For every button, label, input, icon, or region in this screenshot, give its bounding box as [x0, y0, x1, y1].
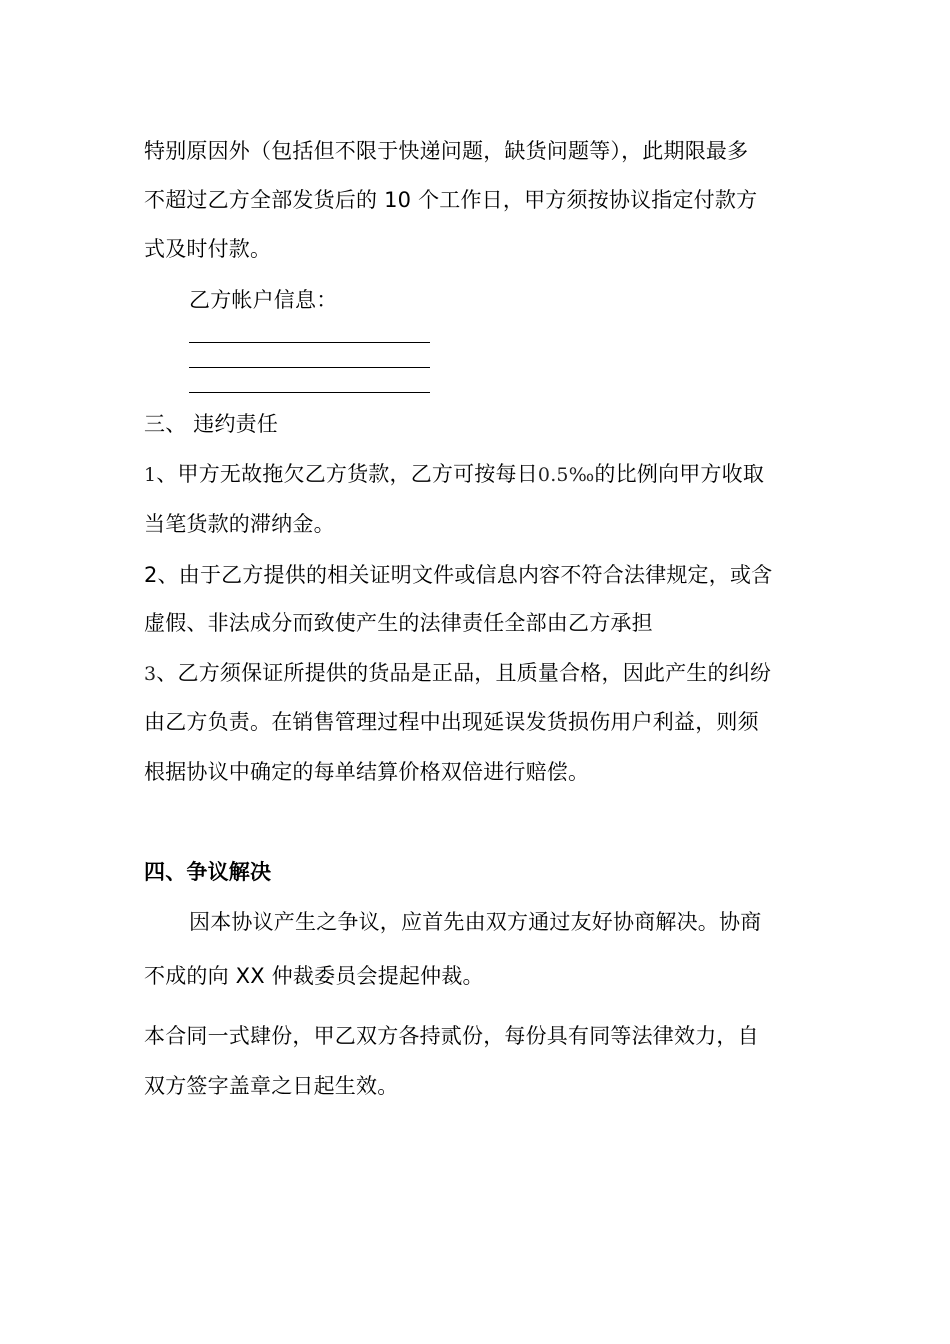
breach-item-3-line-2: 由乙方负责。在销售管理过程中出现延误发货损伤用户利益，则须 [144, 710, 759, 734]
dispute-para-line-1: 因本协议产生之争议，应首先由双方通过友好协商解决。协商 [189, 910, 762, 934]
breach-item-2-line-2: 虚假、非法成分而致使产生的法律责任全部由乙方承担 [144, 611, 653, 635]
breach-item-1-number: 1 [144, 464, 157, 486]
section-4-heading: 四、争议解决 [144, 860, 272, 884]
account-blank-line-1 [189, 342, 430, 343]
breach-item-2-line-1: 2、由于乙方提供的相关证明文件或信息内容不符合法律规定，或含 [144, 563, 773, 587]
account-blank-line-2 [189, 367, 430, 368]
account-info-label: 乙方帐户信息： [189, 288, 338, 312]
breach-item-1-text-b: 的比例向甲方收取 [594, 462, 765, 486]
late-fee-rate: 0.5‰ [537, 464, 595, 486]
payment-line-3: 式及时付款。 [144, 237, 272, 261]
breach-item-3-line-1 [144, 659, 771, 688]
breach-item-1-line-2: 当笔货款的滞纳金。 [144, 512, 335, 536]
account-blank-line-3 [189, 392, 430, 393]
breach-item-3-line-3: 根据协议中确定的每单结算价格双倍进行赔偿。 [144, 760, 590, 784]
section-3-heading: 三、 违约责任 [144, 412, 279, 436]
breach-item-1 [144, 460, 764, 489]
breach-item-1-text-a: 、甲方无故拖欠乙方货款，乙方可按每日 [156, 462, 538, 486]
breach-item-3-text: 、乙方须保证所提供的货品是正品，且质量合格，因此产生的纠纷 [156, 661, 772, 685]
breach-item-3-number: 3 [144, 663, 157, 685]
closing-line-2: 双方签字盖章之日起生效。 [144, 1074, 399, 1098]
payment-line-2: 不超过乙方全部发货后的 10 个工作日，甲方须按协议指定付款方 [144, 188, 758, 212]
closing-line-1: 本合同一式肆份，甲乙双方各持贰份，每份具有同等法律效力，自 [144, 1024, 759, 1048]
payment-line-1: 特别原因外（包括但不限于快递问题，缺货问题等），此期限最多 [144, 139, 749, 163]
dispute-para-line-2: 不成的向 XX 仲裁委员会提起仲裁。 [144, 964, 484, 988]
